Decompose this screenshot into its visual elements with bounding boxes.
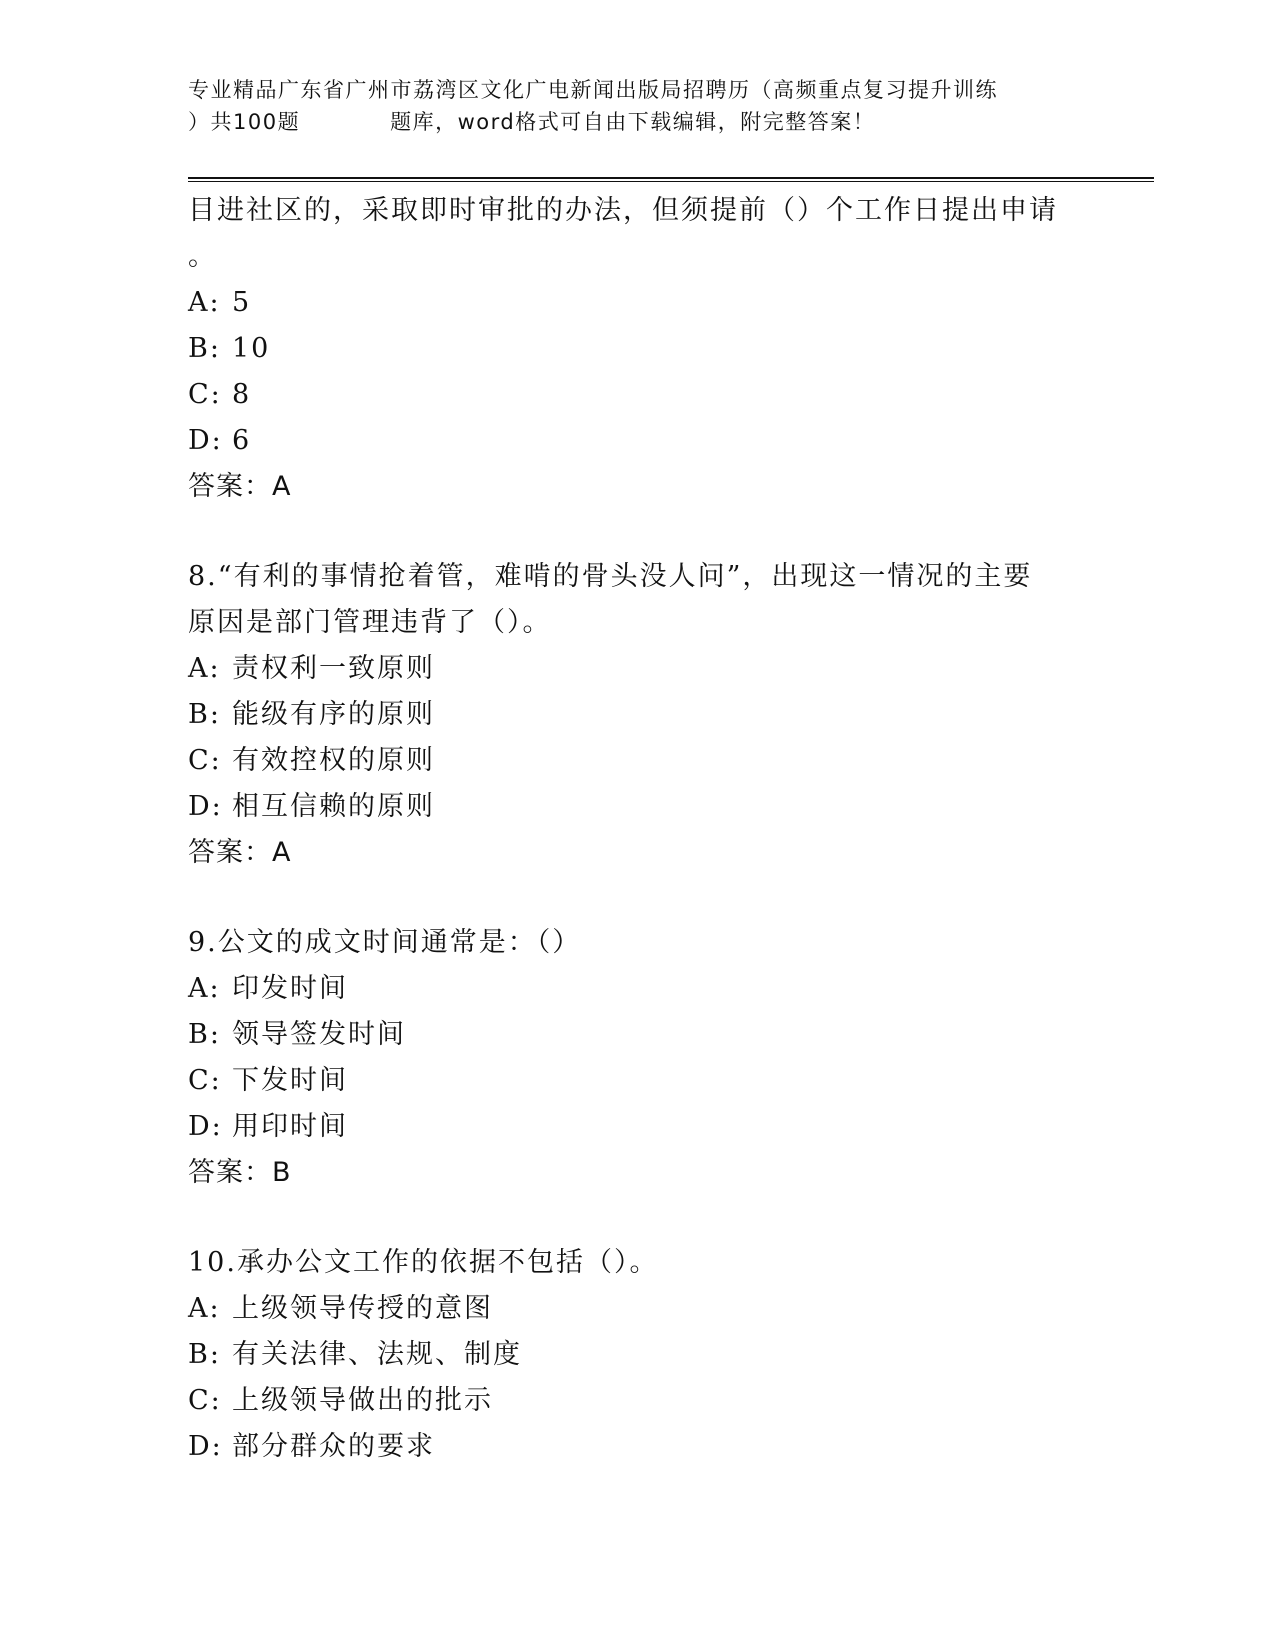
option-text: 有效控权的原则 <box>232 745 435 776</box>
question-8 <box>188 554 1148 876</box>
option-label: A: <box>188 1293 221 1324</box>
option-label: D: <box>188 1431 223 1462</box>
option-label: B: <box>188 1339 221 1370</box>
option-text: 相互信赖的原则 <box>232 791 435 822</box>
option-c <box>188 1378 1148 1424</box>
option-text: 印发时间 <box>232 973 348 1004</box>
question-7 <box>188 188 1148 510</box>
option-c <box>188 372 1148 418</box>
option-text: 上级领导做出的批示 <box>232 1385 493 1416</box>
option-label: B: <box>188 333 221 364</box>
question-list <box>188 188 1148 1470</box>
option-a <box>188 646 1148 692</box>
option-d <box>188 1424 1148 1470</box>
option-b <box>188 326 1148 372</box>
question-9 <box>188 920 1148 1196</box>
option-text: 领导签发时间 <box>232 1019 406 1050</box>
option-text: 部分群众的要求 <box>232 1431 435 1462</box>
option-c <box>188 1058 1148 1104</box>
answer: 答案：A <box>188 471 292 502</box>
option-label: C: <box>188 745 222 776</box>
question-text: 9.公文的成文时间通常是：（） <box>188 927 582 958</box>
option-d <box>188 784 1148 830</box>
question-text: 目进社区的，采取即时审批的办法，但须提前（）个工作日提出申请 <box>188 195 1058 226</box>
option-b <box>188 1012 1148 1058</box>
option-text: 10 <box>232 333 271 364</box>
option-label: D: <box>188 791 223 822</box>
header-rule-thick <box>188 177 1154 179</box>
option-text: 8 <box>232 379 252 410</box>
option-text: 上级领导传授的意图 <box>232 1293 493 1324</box>
option-label: C: <box>188 1065 222 1096</box>
option-b <box>188 692 1148 738</box>
option-d <box>188 1104 1148 1150</box>
option-text: 6 <box>232 425 252 456</box>
option-d <box>188 418 1148 464</box>
option-label: A: <box>188 287 221 318</box>
question-text: 10.承办公文工作的依据不包括（）。 <box>188 1247 659 1278</box>
spacer <box>188 876 1148 920</box>
option-text: 责权利一致原则 <box>232 653 435 684</box>
option-text: 用印时间 <box>232 1111 348 1142</box>
question-text: 。 <box>188 241 217 272</box>
option-b <box>188 1332 1148 1378</box>
question-text: 原因是部门管理违背了（）。 <box>188 607 552 638</box>
question-10 <box>188 1240 1148 1470</box>
option-label: A: <box>188 653 221 684</box>
option-text: 能级有序的原则 <box>232 699 435 730</box>
option-label: A: <box>188 973 221 1004</box>
header-line-1: 专业精品广东省广州市荔湾区文化广电新闻出版局招聘历（高频重点复习提升训练 <box>188 78 998 102</box>
option-a <box>188 280 1148 326</box>
option-label: B: <box>188 1019 221 1050</box>
header-rule-thin <box>188 181 1154 182</box>
answer: 答案：A <box>188 837 292 868</box>
spacer <box>188 510 1148 554</box>
spacer <box>188 1196 1148 1240</box>
header-line-2: ）共100题 题库，word格式可自由下载编辑，附完整答案！ <box>188 110 876 134</box>
option-label: D: <box>188 1111 223 1142</box>
option-label: C: <box>188 379 222 410</box>
question-text: 8.“有利的事情抢着管，难啃的骨头没人问”，出现这一情况的主要 <box>188 561 1033 592</box>
answer: 答案：B <box>188 1157 292 1188</box>
page-header <box>188 74 1148 138</box>
option-label: D: <box>188 425 223 456</box>
option-label: B: <box>188 699 221 730</box>
option-label: C: <box>188 1385 222 1416</box>
option-a <box>188 966 1148 1012</box>
option-c <box>188 738 1148 784</box>
option-text: 有关法律、法规、制度 <box>232 1339 522 1370</box>
option-text: 下发时间 <box>232 1065 348 1096</box>
option-text: 5 <box>232 287 252 318</box>
option-a <box>188 1286 1148 1332</box>
